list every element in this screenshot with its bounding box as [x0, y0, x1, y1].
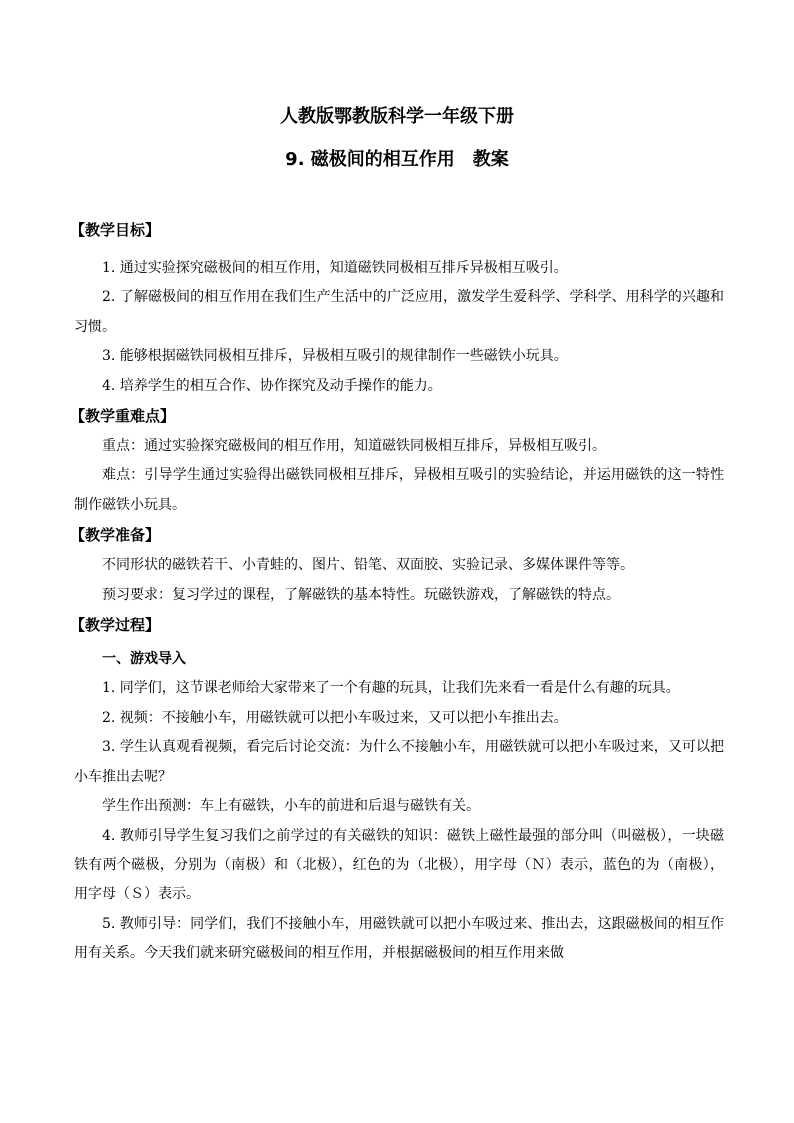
- paragraph: 重点：通过实验探究磁极间的相互作用，知道磁铁同极相互排斥，异极相互吸引。: [102, 438, 606, 455]
- paragraph: 2. 视频：不接触小车，用磁铁就可以把小车吸过来，又可以把小车推出去。: [102, 709, 568, 726]
- paragraph: 3. 学生认真观看视频，看完后讨论交流：为什么不接触小车，用磁铁就可以把小车吸过来，又可以把小车推出去呢？: [74, 739, 724, 785]
- document-body: [70, 215, 724, 969]
- document-title: 人教版鄂教版科学一年级下册: [280, 106, 514, 127]
- paragraph: 难点：引导学生通过实验得出磁铁同极相互排斥，异极相互吸引的实验结论，并运用磁铁的这一特性制作磁铁小玩具。: [74, 467, 724, 513]
- paragraph: 5. 教师引导：同学们，我们不接触小车，用磁铁就可以把小车吸过来、推出去，这跟磁极间的相互作用有关系。今天我们就来研究磁极间的相互作用，并根据磁极间的相互作用来做: [74, 915, 724, 962]
- paragraph: 学生作出预测：车上有磁铁，小车的前进和后退与磁铁有关。: [102, 798, 480, 815]
- paragraph: 3. 能够根据磁铁同极相互排斥，异极相互吸引的规律制作一些磁铁小玩具。: [102, 348, 568, 365]
- paragraph: 4. 教师引导学生复习我们之前学过的有关磁铁的知识：磁铁上磁性最强的部分叫（叫磁极），一块磁铁有两个磁极，分别为（南极）和（北极），红色的为（北极），用字母（Ｎ）表示，蓝色的为（南极），用字母（Ｓ）表示。: [74, 827, 724, 903]
- section-heading-key-points: 【教学重难点】: [70, 407, 176, 426]
- section-heading-process: 【教学过程】: [70, 616, 161, 635]
- paragraph: 预习要求：复习学过的课程，了解磁铁的基本特性。玩磁铁游戏，了解磁铁的特点。: [102, 586, 620, 603]
- subsection-heading: 一、游戏导入: [102, 651, 186, 668]
- paragraph: 4. 培养学生的相互合作、协作探究及动手操作的能力。: [102, 377, 442, 394]
- section-heading-objectives: 【教学目标】: [70, 221, 161, 239]
- document-subtitle: 9. 磁极间的相互作用 教案: [285, 149, 509, 170]
- paragraph: 不同形状的磁铁若干、小青蛙的、图片、铅笔、双面胶、实验记录、多媒体课件等等。: [102, 557, 634, 574]
- paragraph: 2. 了解磁极间的相互作用在我们生产生活中的广泛应用，激发学生爱科学、学科学、用科学的兴趣和习惯。: [74, 289, 724, 335]
- paragraph: 1. 通过实验探究磁极间的相互作用，知道磁铁同极相互排斥异极相互吸引。: [102, 260, 568, 276]
- paragraph: 1. 同学们，这节课老师给大家带来了一个有趣的玩具，让我们先来看一看是什么有趣的玩具。: [102, 680, 680, 697]
- section-heading-preparation: 【教学准备】: [70, 526, 161, 545]
